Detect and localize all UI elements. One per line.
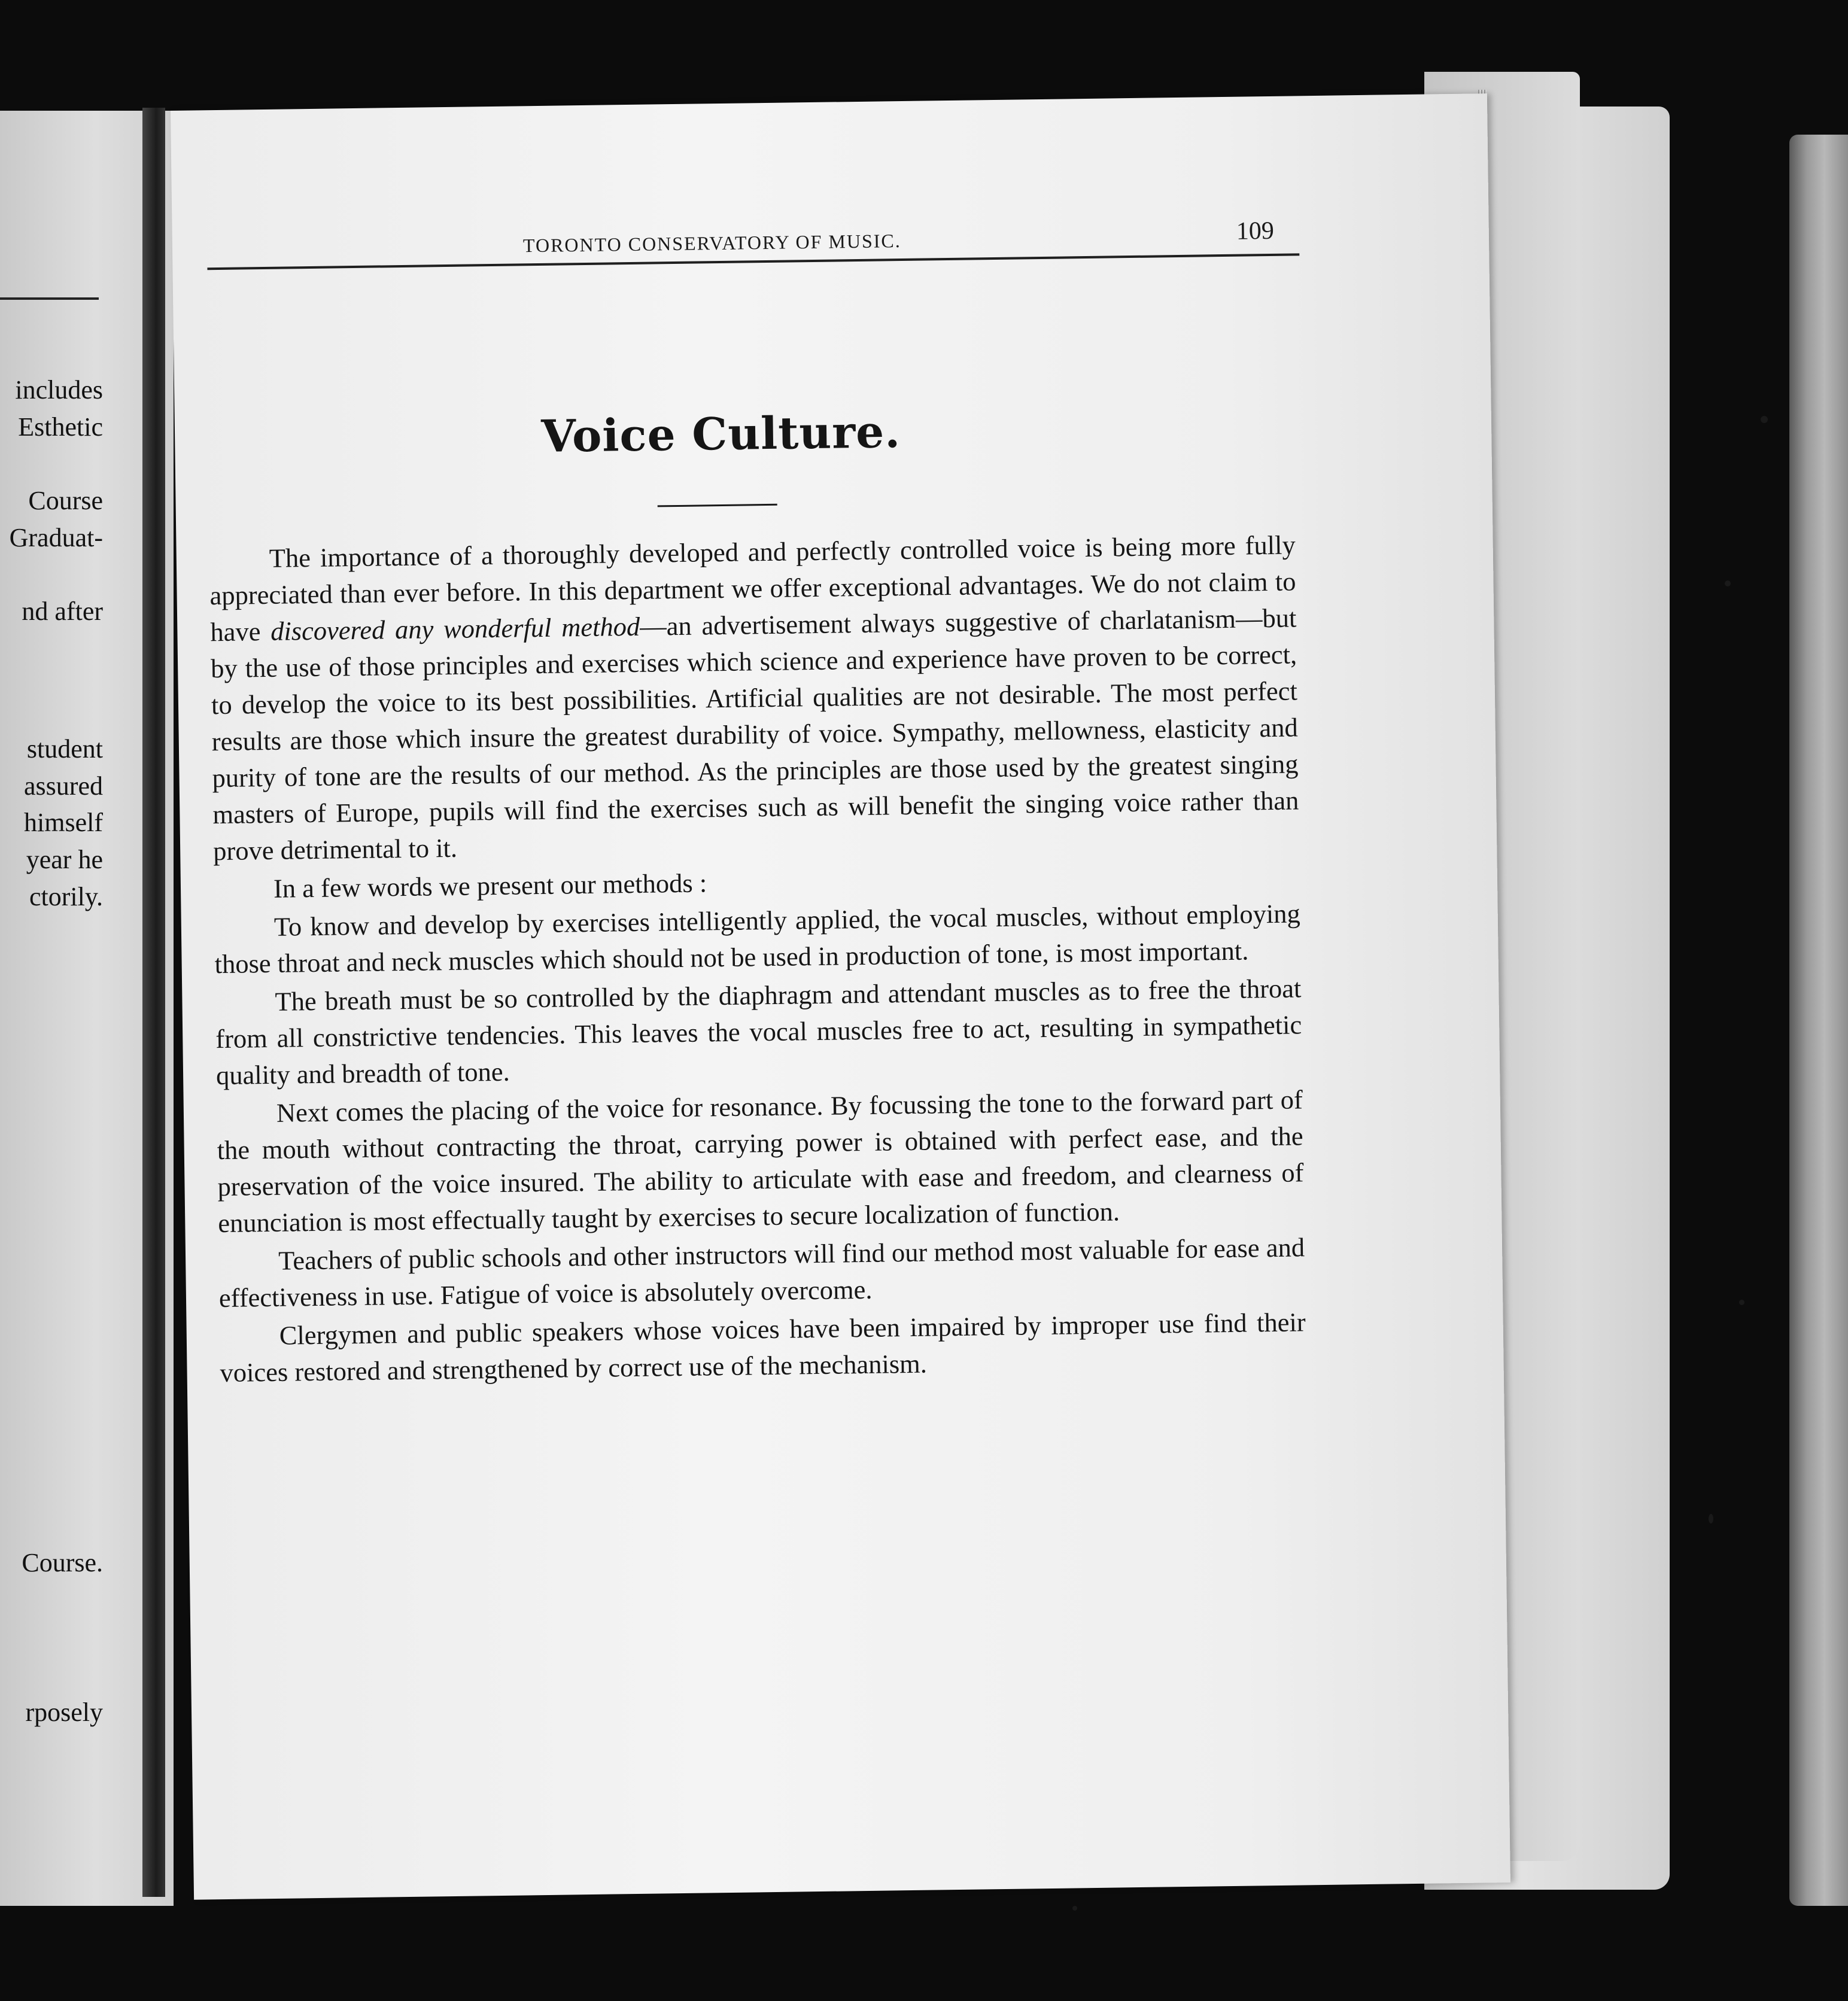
left-page-line: assured — [24, 771, 103, 801]
left-page-line: himself — [24, 808, 103, 837]
running-header — [207, 218, 1300, 275]
main-page — [171, 93, 1510, 1900]
paragraph-text: The importance of a thoroughly developed and perfectly controlled voice is being more fully appreciated than ever before. In this department we offer exceptional advantages. We do not claim to have — [209, 530, 1296, 647]
dust-speck — [1072, 1906, 1077, 1911]
adjacent-book-edge — [1789, 135, 1848, 1906]
left-page-line: year he — [26, 845, 103, 874]
left-page-line: Course. — [22, 1548, 103, 1577]
paragraph-text: —an advertisement always suggestive of charlatanism—but by the use of those principles and exercises which science and experience have proven to be correct, to develop the voice to its best possibilities. Artificial qualities are not desirable. The most perfect results are those which insure the greatest durability of voice. Sympathy, mellowness, elasticity and purity of tone are the results of our method. As the principles are those used by the greatest singing masters of Europe, pupils will find the exercises such as will benefit the singing voice rather than prove detrimental to it. — [210, 603, 1299, 866]
emphasized-phrase: discovered any wonderful method — [270, 611, 640, 646]
running-header-title: TORONTO CONSERVATORY OF MUSIC. — [522, 230, 901, 257]
paragraph — [209, 527, 1299, 869]
dust-speck — [1725, 580, 1731, 586]
dust-speck — [1761, 416, 1768, 423]
paragraph: The breath must be so controlled by the diaphragm and attendant muscles as to free the throat from all constrictive tendencies. This leaves the vocal muscles free to act, resulting in sympathetic quality and breadth of tone. — [215, 973, 1302, 1091]
paragraph: To know and develop by exercises intelligently applied, the vocal muscles, without employing those throat and neck muscles which should not be used in production of tone, is most important. — [214, 898, 1301, 980]
paragraph: Next comes the placing of the voice for resonance. By focussing the tone to the forward part of the mouth without contracting the throat, carrying power is obtained with perfect ease, and the preservation of the voice insured. The ability to articulate with ease and freedom, and clearness of enunciation is most effectually taught by exercises to secure localization of function. — [217, 1084, 1304, 1239]
paragraph: Teachers of public schools and other instructors will find our method most valuable for ease and effectiveness in use. Fatigue of voice is absolutely overcome. — [218, 1232, 1305, 1313]
left-page-line: ctorily. — [29, 882, 103, 911]
left-page-rule — [0, 297, 99, 300]
dust-speck — [1739, 1300, 1744, 1305]
left-page-line: includes — [15, 375, 103, 405]
body-text — [209, 527, 1306, 1393]
dust-speck — [1709, 1514, 1713, 1523]
book-gutter — [142, 108, 165, 1897]
left-page-line: Course — [28, 486, 103, 515]
left-page-line: Esthetic — [18, 412, 103, 442]
left-page-line: student — [26, 734, 103, 764]
header-rule — [207, 253, 1299, 270]
section-heading: Voice Culture. — [540, 406, 901, 463]
left-page-line: Graduat- — [9, 523, 103, 552]
heading-underline — [658, 504, 777, 507]
left-page-line: rposely — [25, 1698, 103, 1727]
paragraph: Clergymen and public speakers whose voices have been impaired by improper use find their voices restored and strengthened by correct use of the mechanism. — [220, 1307, 1306, 1388]
page-number: 109 — [1236, 217, 1275, 245]
paragraph: In a few words we present our methods : — [273, 868, 707, 904]
left-page-line: nd after — [22, 597, 103, 626]
